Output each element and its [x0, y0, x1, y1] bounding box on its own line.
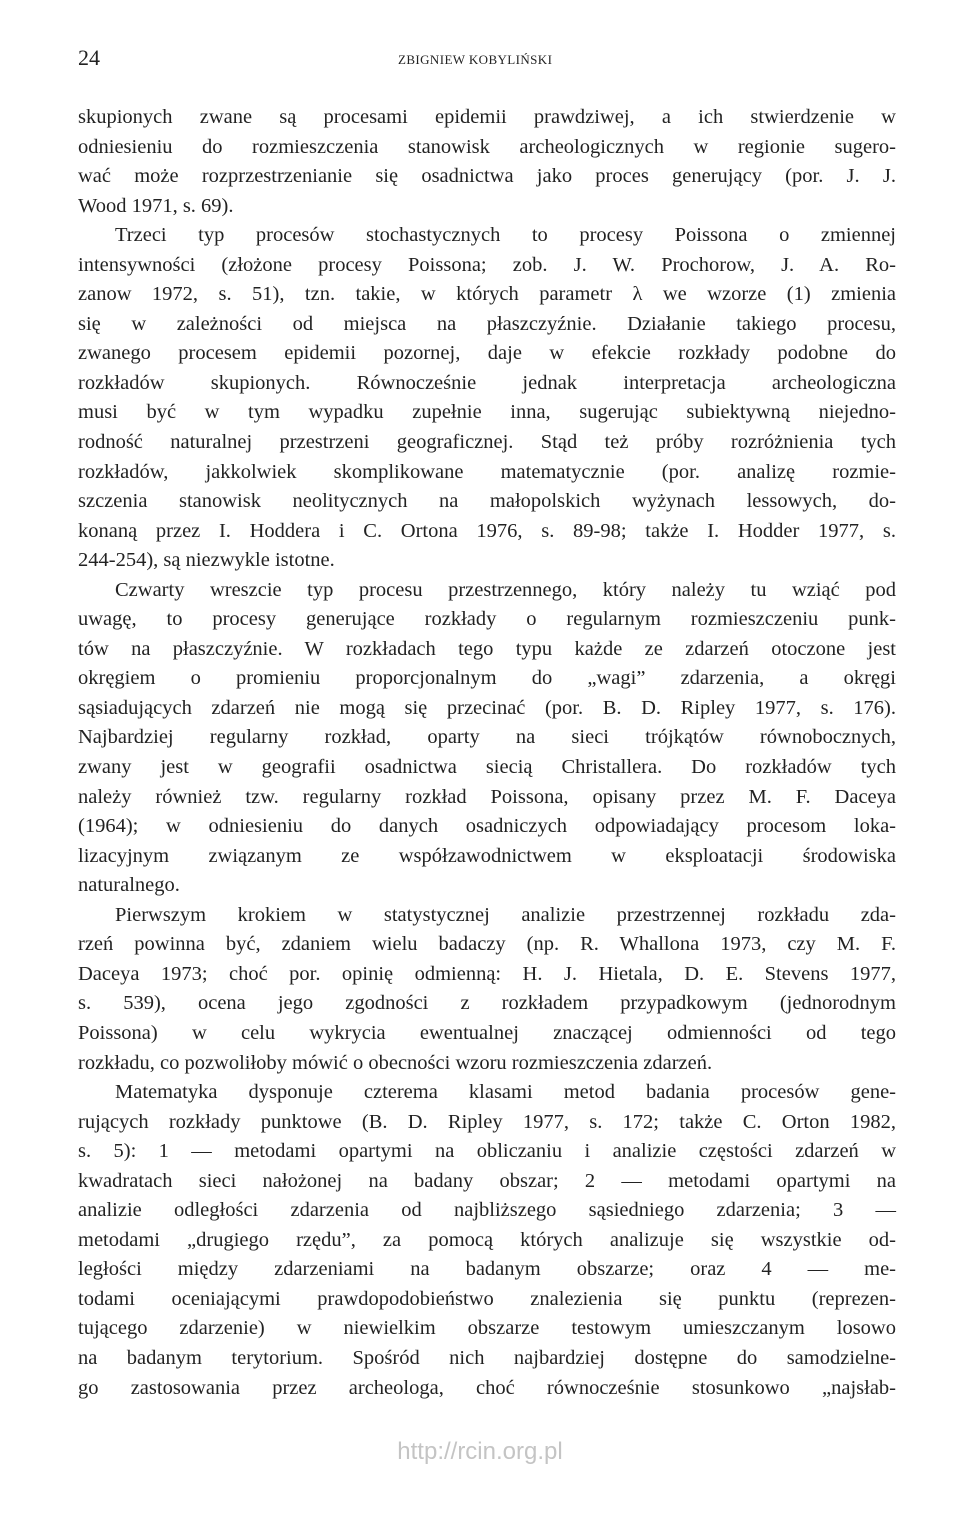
text-line: tującego zdarzenie) w niewielkim obszarze testowym umieszczanym losowo	[78, 1317, 896, 1340]
body-text	[78, 103, 896, 1403]
text-line: Daceya 1973; choć por. opinię odmienną: H. J. Hietala, D. E. Stevens 1977,	[78, 962, 896, 985]
footer-url: http://rcin.org.pl	[397, 1438, 563, 1465]
text-line: Trzeci typ procesów stochastycznych to procesy Poissona o zmiennej	[115, 224, 896, 247]
text-line: naturalnego.	[78, 874, 180, 897]
text-line: rozkładu, co pozwoliłoby mówić o obecności wzoru rozmieszczenia zdarzeń.	[78, 1051, 713, 1074]
text-line: Pierwszym krokiem w statystycznej analizie przestrzennej rozkładu zda-	[115, 903, 896, 926]
text-line: konaną przez I. Hoddera i C. Ortona 1976, s. 89-98; także I. Hodder 1977, s.	[78, 519, 896, 542]
text-line: rozkładów skupionych. Równocześnie jednak interpretacja archeologiczna	[78, 371, 896, 394]
text-line: Wood 1971, s. 69).	[78, 194, 234, 217]
text-line: Matematyka dysponuje czterema klasami metod badania procesów gene-	[115, 1081, 896, 1104]
text-line: rujących rozkłady punktowe (B. D. Ripley 1977, s. 172; także C. Orton 1982,	[78, 1110, 896, 1133]
text-line: s. 539), ocena jego zgodności z rozkładem przypadkowym (jednorodnym	[78, 992, 896, 1015]
text-line: sąsiadujących zdarzeń nie mogą się przecinać (por. B. D. Ripley 1977, s. 176).	[78, 696, 896, 719]
text-line: intensywności (złożone procesy Poissona; zob. J. W. Prochorow, J. A. Ro-	[78, 253, 896, 276]
text-line: todami oceniającymi prawdopodobieństwo znalezienia się punktu (reprezen-	[78, 1287, 896, 1310]
text-line: należy również tzw. regularny rozkład Poissona, opisany przez M. F. Daceya	[78, 785, 896, 808]
text-line: okręgiem o promieniu proporcjonalnym do „wagi” zdarzenia, a okręgi	[78, 667, 896, 690]
text-line: Czwarty wreszcie typ procesu przestrzennego, który należy tu wziąć pod	[115, 578, 896, 601]
text-line: zwany jest w geografii osadnictwa siecią Christallera. Do rozkładów tych	[78, 756, 896, 779]
text-line: metodami „drugiego rzędu”, za pomocą których analizuje się wszystkie od-	[78, 1228, 896, 1251]
text-line: rzeń powinna być, zdaniem wielu badaczy (np. R. Whallona 1973, czy M. F.	[78, 933, 896, 956]
text-line: rozkładów, jakkolwiek skomplikowane matematycznie (por. analizę rozmie-	[78, 460, 896, 483]
text-line: lizacyjnym związanym ze współzawodnictwem w eksploatacji środowiska	[78, 844, 896, 867]
text-line: ległości między zdarzeniami na badanym obszarze; oraz 4 — me-	[78, 1258, 896, 1281]
text-line: s. 5): 1 — metodami opartymi na obliczaniu i analizie częstości zdarzeń w	[78, 1140, 896, 1163]
text-line: tów na płaszczyźnie. W rozkładach tego typu każde ze zdarzeń otoczone jest	[78, 637, 896, 660]
text-line: uwagę, to procesy generujące rozkłady o regularnym rozmieszczeniu punk-	[78, 608, 896, 631]
text-line: kwadratach sieci nałożonej na badany obszar; 2 — metodami opartymi na	[78, 1169, 896, 1192]
text-line: skupionych zwane są procesami epidemii prawdziwej, a ich stwierdzenie w	[78, 106, 896, 128]
page-number: 24	[78, 45, 100, 70]
text-line: zanow 1972, s. 51), tzn. takie, w których parametr λ we wzorze (1) zmienia	[78, 283, 896, 306]
text-line: się w zależności od miejsca na płaszczyźnie. Działanie takiego procesu,	[78, 312, 896, 335]
text-line: Najbardziej regularny rozkład, oparty na sieci trójkątów równobocznych,	[78, 726, 896, 749]
text-line: odniesieniu do rozmieszczenia stanowisk archeologicznych w regionie sugero-	[78, 135, 896, 158]
text-line: wać może rozprzestrzenianie się osadnictwa jako proces generujący (por. J. J.	[78, 165, 896, 188]
text-line: rodność naturalnej przestrzeni geograficznej. Stąd też próby rozróżnienia tych	[78, 431, 896, 454]
text-line: musi być w tym wypadku zupełnie inna, sugerując subiektywną niejedno-	[78, 401, 896, 424]
text-line: 244-254), są niezwykle istotne.	[78, 549, 335, 572]
text-line: go zastosowania przez archeologa, choć równocześnie stosunkowo „najsłab-	[78, 1376, 896, 1399]
text-line: na badanym terytorium. Spośród nich najbardziej dostępne do samodzielne-	[78, 1346, 896, 1369]
text-line: zwanego procesem epidemii pozornej, daje w efekcie rozkłady podobne do	[78, 342, 896, 365]
running-head: ZBIGNIEW KOBYLIŃSKI	[398, 52, 553, 67]
text-line: (1964); w odniesieniu do danych osadniczych odpowiadający procesom loka-	[78, 815, 896, 838]
text-line: analizie odległości zdarzenia od najbliższego sąsiedniego zdarzenia; 3 —	[78, 1199, 896, 1222]
text-line: Poissona) w celu wykrycia ewentualnej znaczącej odmienności od tego	[78, 1021, 896, 1044]
text-line: szczenia stanowisk neolitycznych na małopolskich wyżynach lessowych, do-	[78, 490, 896, 513]
